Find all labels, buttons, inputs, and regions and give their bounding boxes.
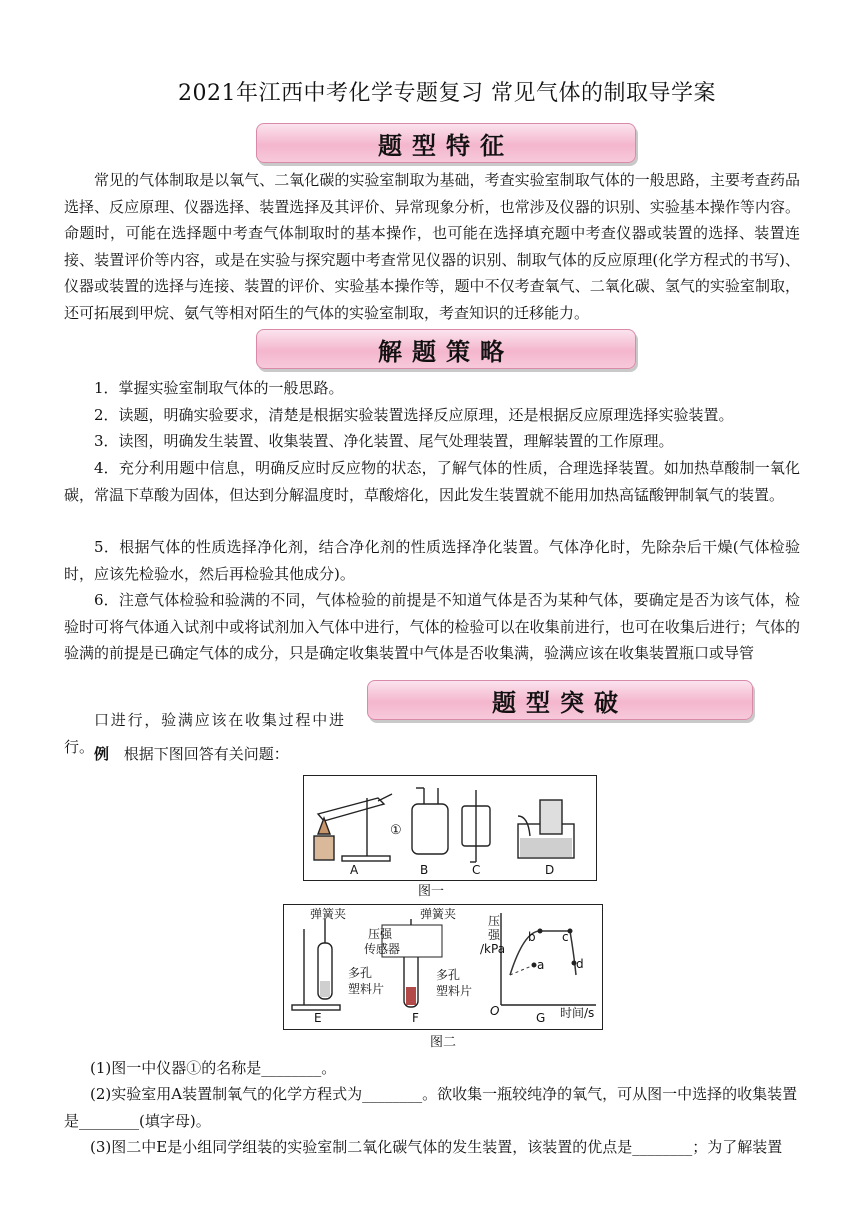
plate-label-e-line1: 多孔: [348, 966, 373, 980]
section-banner-breakthrough: 题型突破: [367, 680, 753, 720]
point-c: c: [562, 930, 569, 944]
question-1: (1)图一中仪器①的名称是________。: [90, 1059, 337, 1077]
strategy-item-5: 5．根据气体的性质选择净化剂，结合净化剂的性质选择净化装置。气体净化时，先除杂后干燥(气体检验时，应该先检验水，然后再检验其他成分)。: [64, 538, 800, 583]
example-label: 例: [94, 745, 110, 763]
section-banner-features: 题型特征: [256, 123, 636, 163]
point-a: a: [537, 958, 545, 972]
strategy-item-4: 4．充分利用题中信息，明确反应时反应物的状态，了解气体的性质，合理选择装置。如加热草酸制一氧化碳，常温下草酸为固体，但达到分解温度时，草酸熔化，因此发生装置就不能用加热高锰酸钾制氧气的装置。: [64, 459, 800, 504]
figure-one-label-c: C: [472, 863, 481, 877]
figure-one-label-b: B: [420, 863, 429, 877]
features-paragraph: 常见的气体制取是以氧气、二氧化碳的实验室制取为基础，考查实验室制取气体的一般思路，主要考查药品选择、反应原理、仪器选择、装置选择及其评价、异常现象分析，也常涉及仪器的识别、实验基本操作等内容。命题时，可能在选择题中考查气体制取时的基本操作，也可能在选择填充题中考查仪器或装置的选择、装置连接、装置评价等内容，或是在实验与探究题中考查常见仪器的识别、制取气体的反应原理(化学方程式的书写)、仪器或装置的选择与连接、装置的评价、实验基本操作等，题中不仅考查氧气、二氧化碳、氢气的实验室制取，还可拓展到甲烷、氨气等相对陌生的气体的实验室制取，考查知识的迁移能力。: [64, 171, 800, 322]
figure-two-label-g: G: [536, 1011, 546, 1025]
axis-origin: O: [490, 1004, 500, 1018]
axis-y-label-3: /kPa: [480, 942, 506, 956]
strategy-item-6: 6．注意气体检验和验满的不同，气体检验的前提是不知道气体是否为某种气体，要确定是否为该气体，检验时可将气体通入试剂中或将试剂加入气体中进行，气体的检验可以在收集前进行，也可在收集后进行；气体的验满的前提是已确定气体的成分，只是确定收集装置中气体是否收集满，验满应该在收集装置瓶口或导管: [64, 591, 800, 662]
sensor-label-line2: 传感器: [364, 942, 401, 956]
page-title: 2021年江西中考化学专题复习 常见气体的制取导学案: [178, 81, 716, 106]
axis-y-label-2: 强: [488, 928, 501, 942]
plate-label-e-line2: 塑料片: [348, 982, 385, 996]
strategy-item-3: 3．读图，明确发生装置、收集装置、净化装置、尾气处理装置，理解装置的工作原理。: [94, 432, 674, 450]
figure-two-label-f: F: [412, 1011, 419, 1025]
question-2: (2)实验室用A装置制氧气的化学方程式为________。欲收集一瓶较纯净的氧气，可从图一中选择的收集装置是________(填字母)。: [64, 1085, 798, 1130]
figure-two-label-e: E: [314, 1011, 322, 1025]
point-d: d: [576, 957, 584, 971]
example-prompt: 根据下图回答有关问题：: [123, 745, 289, 763]
figure-two-caption: 图二: [430, 1035, 457, 1050]
strategy-item-1: 1．掌握实验室制取气体的一般思路。: [94, 379, 344, 397]
axis-x-label: 时间/s: [560, 1006, 595, 1020]
plate-label-f-line1: 多孔: [436, 968, 461, 982]
section-banner-strategy: 解题策略: [256, 329, 636, 369]
strategy-item-6-tail: 口进行，验满应该在收集过程中进行。: [64, 711, 344, 756]
sensor-label-line1: 压强: [368, 927, 393, 941]
figure-one-label-d: D: [545, 863, 555, 877]
question-3: (3)图二中E是小组同学组装的实验室制二氧化碳气体的发生装置，该装置的优点是________；为了解装置: [90, 1138, 783, 1156]
clip-label-f: 弹簧夹: [420, 907, 457, 921]
figure-one-caption: 图一: [418, 884, 445, 899]
instrument-marker: ①: [390, 823, 402, 838]
strategy-item-2: 2．读题，明确实验要求，清楚是根据实验装置选择反应原理，还是根据反应原理选择实验装置。: [94, 406, 734, 424]
plate-label-f-line2: 塑料片: [436, 984, 473, 998]
clip-label-e: 弹簧夹: [310, 907, 347, 921]
example-heading: [94, 743, 289, 764]
figure-one-label-a: A: [350, 863, 359, 877]
axis-y-label-1: 压: [488, 914, 501, 928]
point-b: b: [528, 930, 536, 944]
